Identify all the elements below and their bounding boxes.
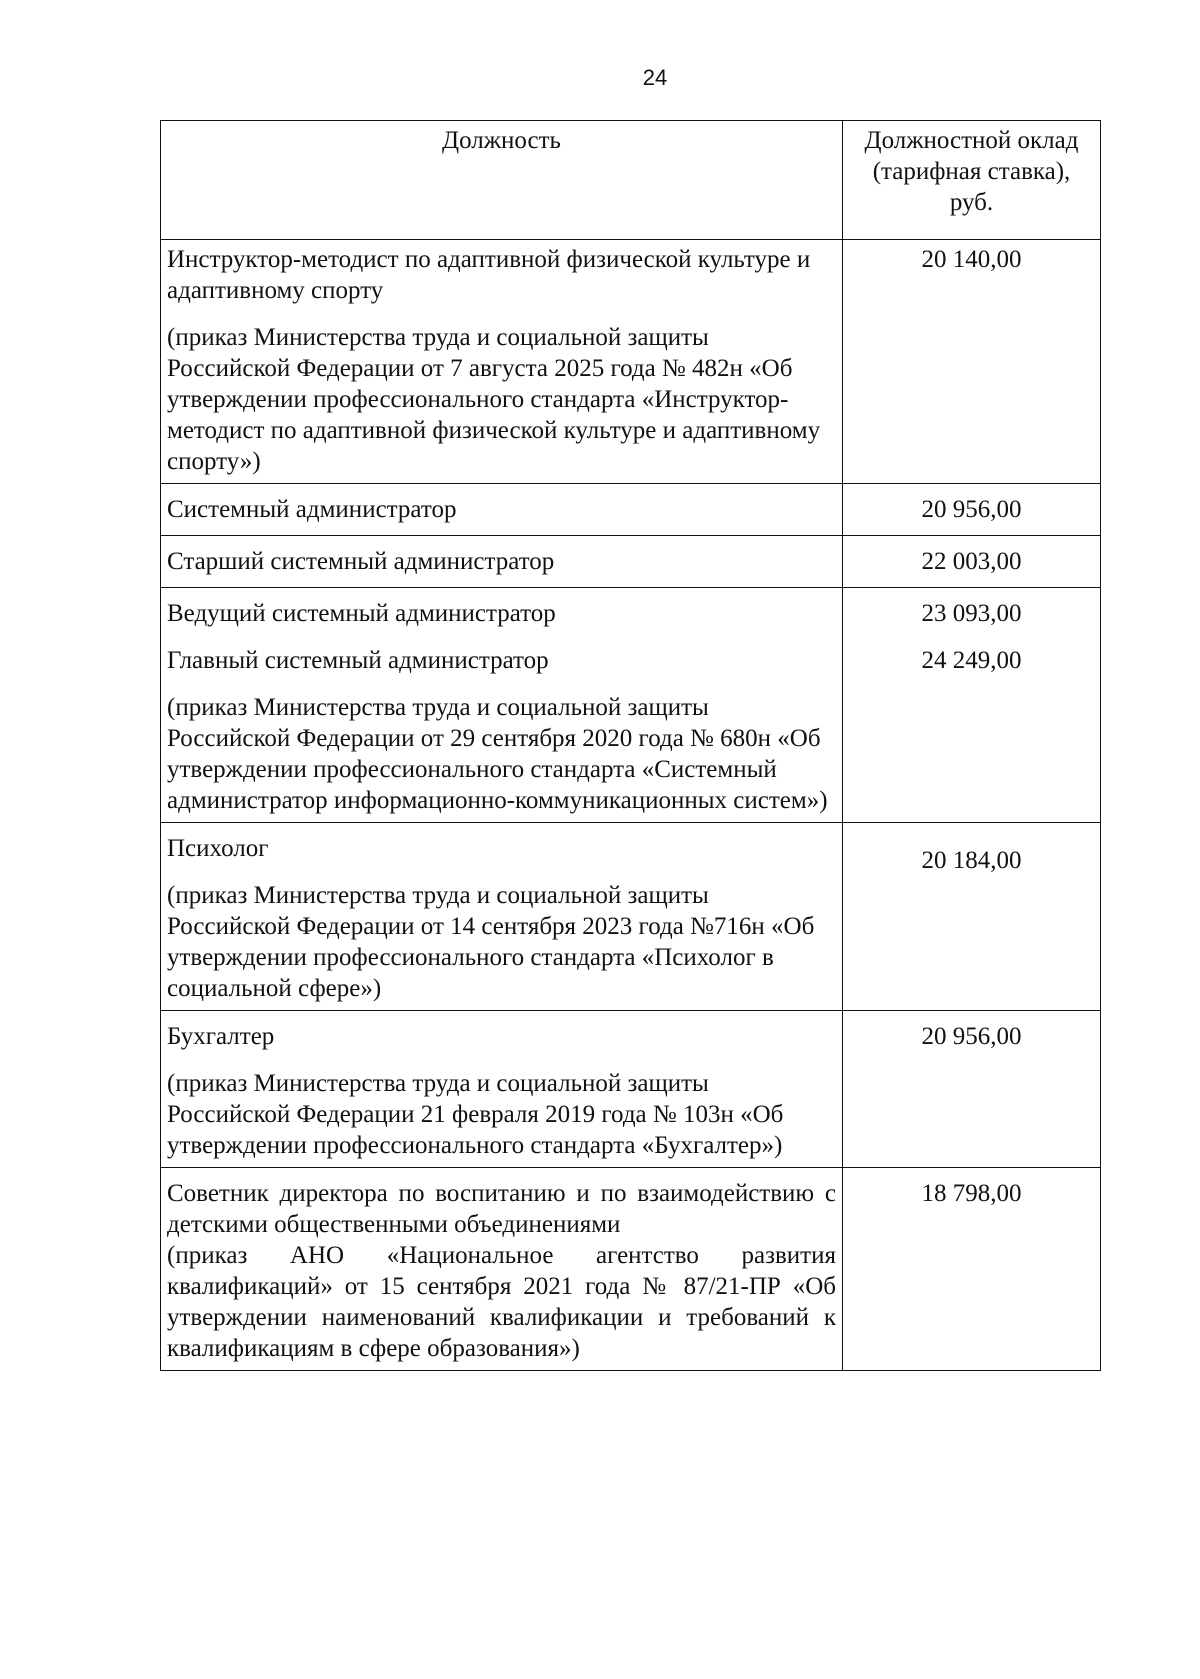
position-cell — [161, 1011, 843, 1168]
salary-value: 24 249,00 — [921, 647, 1022, 674]
salary-cell — [843, 823, 1101, 1011]
salary-cell — [843, 240, 1101, 484]
table-row — [161, 536, 1101, 588]
order-reference: (приказ Министерства труда и социальной защиты Российской Федерации от 14 сентября 2023 года №716н «Об утверждении профессионального стандарта «Психолог в социальной сфере») — [167, 882, 815, 1002]
salary-value: 22 003,00 — [921, 548, 1022, 575]
salary-cell — [843, 1011, 1101, 1168]
position-cell — [161, 1168, 843, 1371]
salary-value: 23 093,00 — [921, 600, 1022, 627]
table-row — [161, 240, 1101, 484]
position-cell — [161, 484, 843, 536]
position-cell — [161, 823, 843, 1011]
table-row — [161, 588, 1101, 823]
position-cell — [161, 536, 843, 588]
salary-value: 20 184,00 — [921, 847, 1022, 874]
salary-cell — [843, 536, 1101, 588]
position-title: Системный администратор — [167, 496, 457, 523]
salary-value: 20 956,00 — [921, 1023, 1022, 1050]
order-reference: (приказ АНО «Национальное агентство развития квалификаций» от 15 сентября 2021 года № 87/21-ПР «Об утверждении наименований квалификации и требований к квалификациям в сфере образования») — [167, 1242, 836, 1362]
position-title: Главный системный администратор — [167, 647, 549, 674]
column-header-position: Должность — [161, 121, 843, 240]
position-title: Бухгалтер — [167, 1023, 275, 1050]
position-title: Психолог — [167, 835, 269, 862]
order-reference: (приказ Министерства труда и социальной защиты Российской Федерации от 29 сентября 2020 года № 680н «Об утверждении профессионального стандарта «Системный администратор информационно-коммуникационных систем») — [167, 694, 828, 814]
salary-cell — [843, 1168, 1101, 1371]
salary-value: 20 140,00 — [921, 246, 1022, 273]
table-row — [161, 823, 1101, 1011]
salary-cell — [843, 588, 1101, 823]
table-row — [161, 1168, 1101, 1371]
salary-value: 20 956,00 — [921, 496, 1022, 523]
position-title: Ведущий системный администратор — [167, 600, 556, 627]
salary-cell — [843, 484, 1101, 536]
salary-table — [160, 120, 1101, 1371]
position-cell — [161, 240, 843, 484]
table-row — [161, 484, 1101, 536]
position-cell — [161, 588, 843, 823]
position-title: Советник директора по воспитанию и по взаимодействию с детскими общественными объединениями — [167, 1180, 836, 1238]
page-number: 24 — [642, 65, 668, 90]
salary-value: 18 798,00 — [921, 1180, 1022, 1207]
table-header-row — [161, 121, 1101, 240]
position-title: Старший системный администратор — [167, 548, 555, 575]
table-row — [161, 1011, 1101, 1168]
order-reference: (приказ Министерства труда и социальной защиты Российской Федерации от 7 августа 2025 года № 482н «Об утверждении профессионального стандарта «Инструктор-методист по адаптивной физической культуре и адаптивному спорту») — [167, 324, 821, 475]
order-reference: (приказ Министерства труда и социальной защиты Российской Федерации 21 февраля 2019 года № 103н «Об утверждении профессионального стандарта «Бухгалтер») — [167, 1070, 784, 1159]
column-header-salary: Должностной оклад (тарифная ставка), руб. — [843, 121, 1101, 240]
position-title: Инструктор-методист по адаптивной физической культуре и адаптивному спорту — [167, 246, 811, 304]
